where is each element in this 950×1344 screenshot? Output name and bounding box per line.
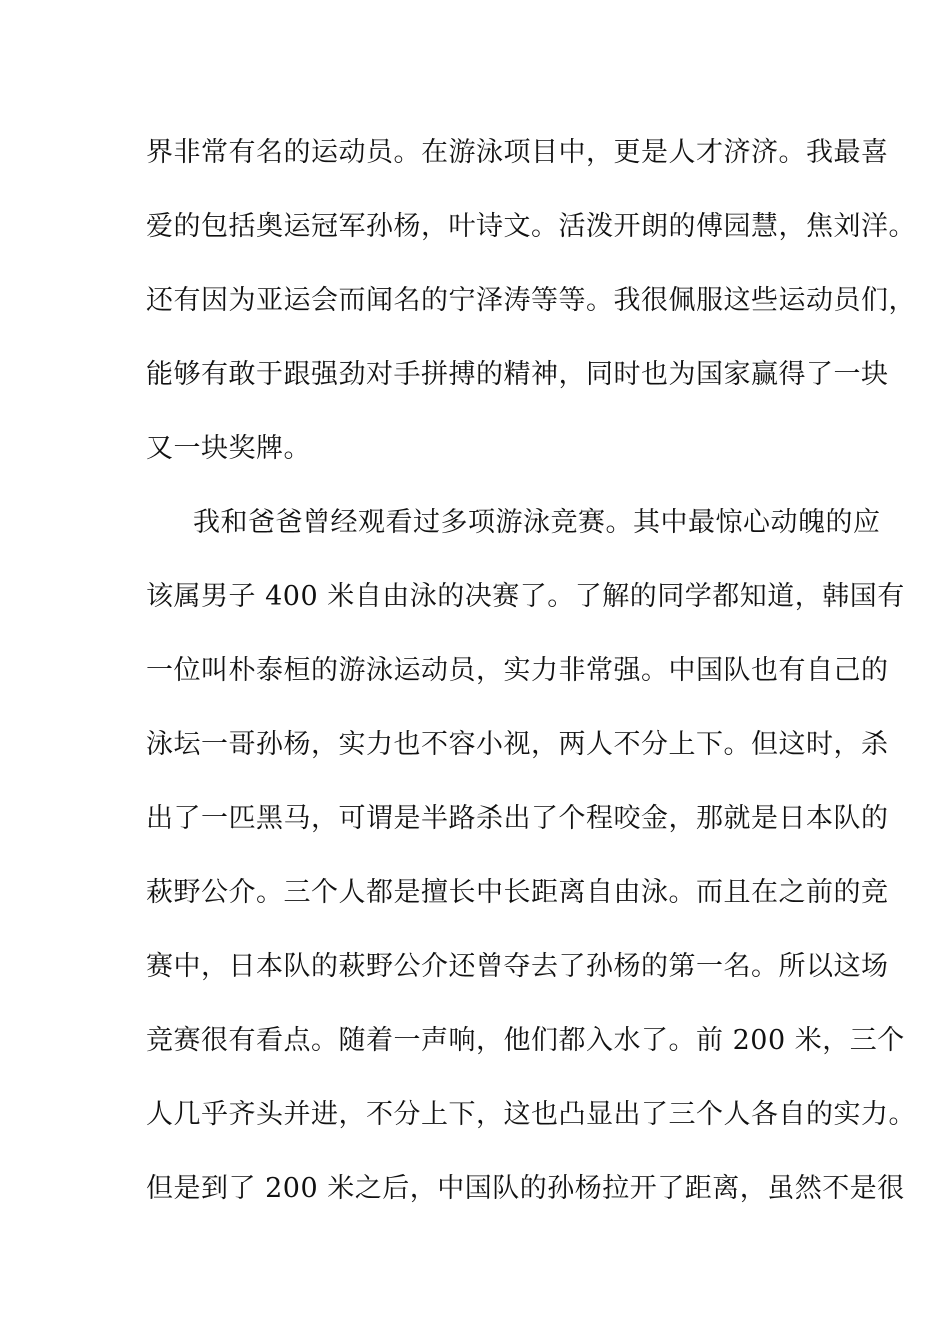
paragraph-first-line: 我和爸爸曾经观看过多项游泳竞赛。其中最惊心动魄的应: [193, 507, 881, 538]
text-line: 界非常有名的运动员。在游泳项目中，更是人才济济。我最喜: [146, 137, 889, 168]
text-line: 竞赛很有看点。随着一声响，他们都入水了。前 200 米，三个: [146, 1025, 905, 1056]
text-line: 泳坛一哥孙杨，实力也不容小视，两人不分上下。但这时，杀: [146, 729, 889, 760]
text-line: 爱的包括奥运冠军孙杨，叶诗文。活泼开朗的傅园慧，焦刘洋。: [146, 211, 916, 242]
text-line: 但是到了 200 米之后，中国队的孙杨拉开了距离，虽然不是很: [146, 1173, 905, 1204]
text-line: 赛中，日本队的萩野公介还曾夺去了孙杨的第一名。所以这场: [146, 951, 889, 982]
text-line: 萩野公介。三个人都是擅长中长距离自由泳。而且在之前的竞: [146, 877, 889, 908]
text-line: 一位叫朴泰桓的游泳运动员，实力非常强。中国队也有自己的: [146, 655, 889, 686]
text-line: 出了一匹黑马，可谓是半路杀出了个程咬金，那就是日本队的: [146, 803, 889, 834]
text-line: 人几乎齐头并进，不分上下，这也凸显出了三个人各自的实力。: [146, 1099, 916, 1130]
text-line: 还有因为亚运会而闻名的宁泽涛等等。我很佩服这些运动员们，: [146, 285, 916, 316]
text-line: 该属男子 400 米自由泳的决赛了。了解的同学都知道，韩国有: [146, 581, 905, 612]
text-line: 又一块奖牌。: [146, 433, 311, 464]
text-line: 能够有敢于跟强劲对手拼搏的精神，同时也为国家赢得了一块: [146, 359, 889, 390]
